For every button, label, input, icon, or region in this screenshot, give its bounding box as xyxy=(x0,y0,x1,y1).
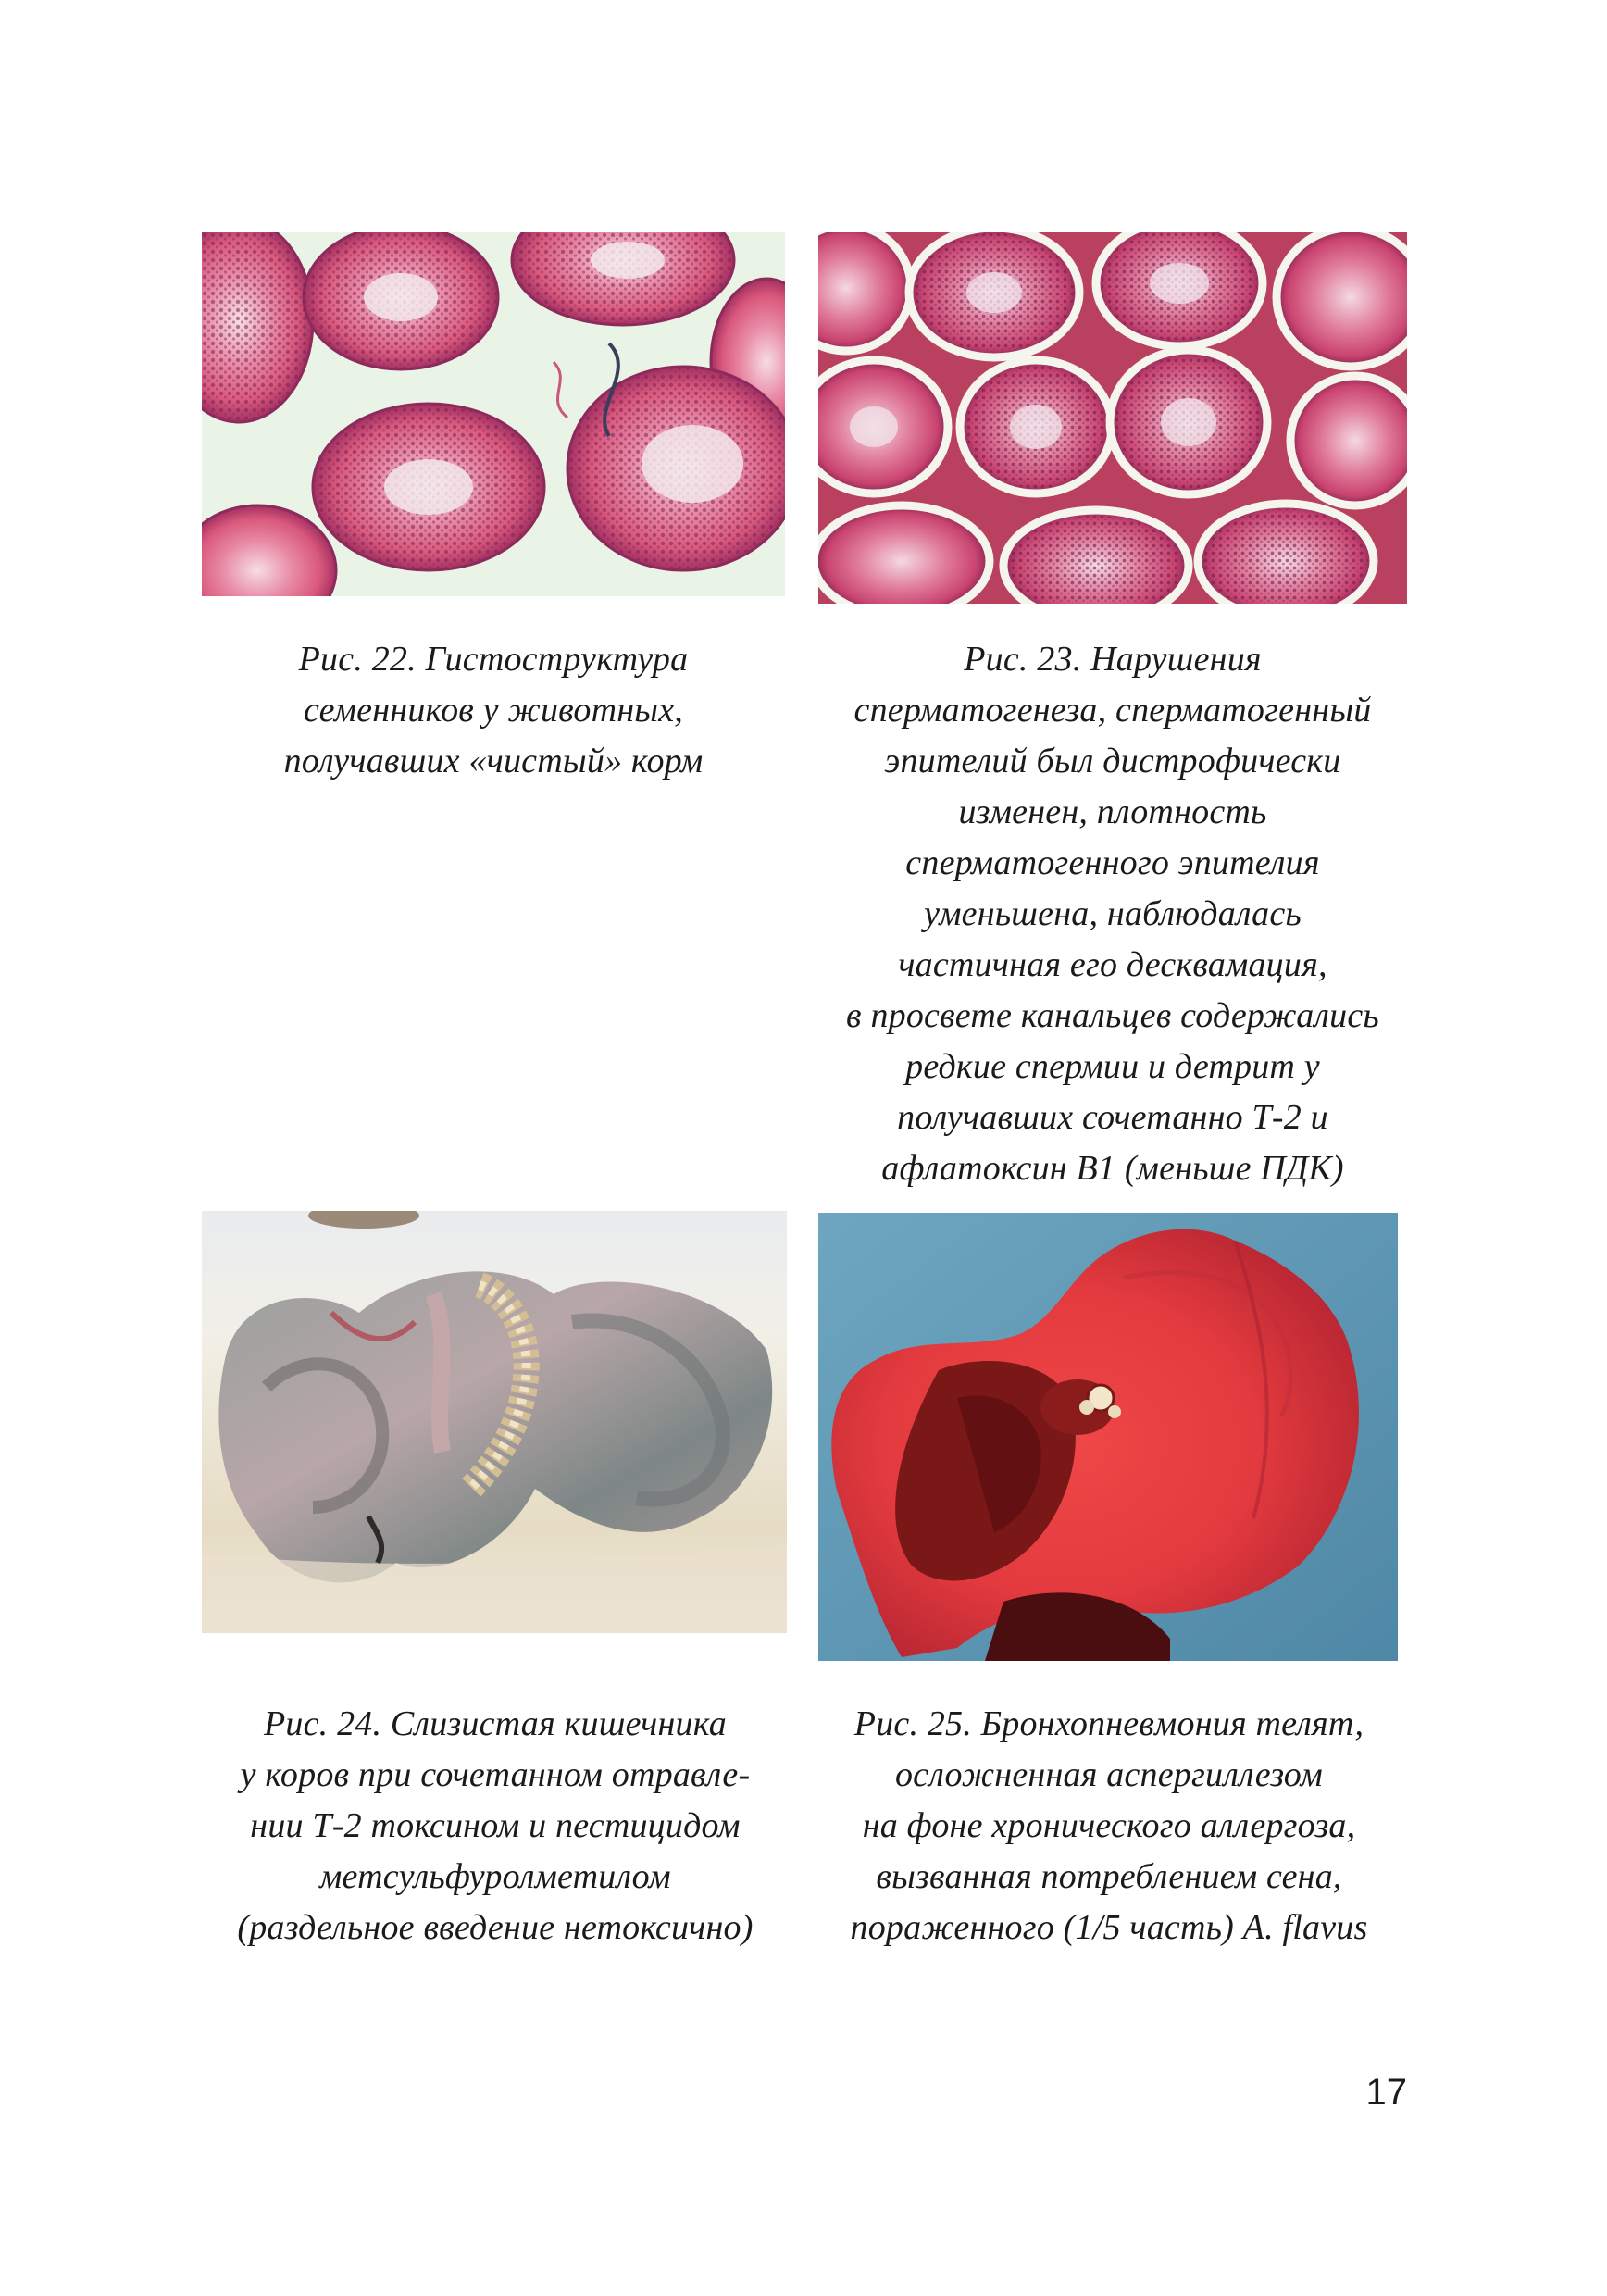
caption-line: в просвете канальцев содержались xyxy=(846,996,1379,1035)
figure-24-image xyxy=(202,1211,787,1633)
caption-line: изменен, плотность xyxy=(958,792,1267,831)
figure-22-caption xyxy=(202,634,785,787)
caption-line: (раздельное введение нетоксично) xyxy=(237,1908,754,1947)
figure-25-caption xyxy=(811,1699,1407,1953)
histology-photo-22 xyxy=(202,232,785,596)
caption-line: редкие спермии и детрит у xyxy=(905,1047,1320,1086)
caption-line: афлатоксин В1 (меньше ПДК) xyxy=(881,1149,1344,1188)
caption-line: Рис. 24. Слизистая кишечника xyxy=(264,1704,727,1743)
caption-line: нии Т-2 токсином и пестицидом xyxy=(250,1806,741,1845)
caption-line: семенников у животных, xyxy=(304,691,683,730)
figure-22-image xyxy=(202,232,785,596)
figure-25-image xyxy=(818,1213,1398,1661)
caption-line: метсульфуролметилом xyxy=(319,1857,671,1896)
caption-line: сперматогенного эпителия xyxy=(905,843,1320,882)
histology-photo-23 xyxy=(818,232,1407,604)
caption-line: на фоне хронического аллергоза, xyxy=(862,1806,1356,1845)
caption-line: Рис. 25. Бронхопневмония телят, xyxy=(853,1704,1364,1743)
caption-line: уменьшена, наблюдалась xyxy=(924,894,1302,933)
caption-line: эпителий был дистрофически xyxy=(884,742,1341,780)
caption-line: пораженного (1/5 часть) A. flavus xyxy=(850,1908,1368,1947)
lung-photo-25 xyxy=(818,1213,1398,1661)
caption-line: получавших «чистый» корм xyxy=(283,742,704,780)
caption-line: у коров при сочетанном отравле- xyxy=(240,1755,751,1794)
caption-line: сперматогенеза, сперматогенный xyxy=(853,691,1372,730)
caption-line: осложненная аспергиллезом xyxy=(894,1755,1324,1794)
intestine-photo-24 xyxy=(202,1211,787,1633)
caption-line: частичная его десквамация, xyxy=(898,945,1327,984)
figure-23-caption xyxy=(805,634,1420,1194)
figure-23-image xyxy=(818,232,1407,604)
figure-24-caption xyxy=(194,1699,796,1953)
caption-line: вызванная потреблением сена, xyxy=(876,1857,1342,1896)
caption-line: получавших сочетанно Т-2 и xyxy=(897,1098,1328,1137)
page-number: 17 xyxy=(1365,2072,1407,2113)
caption-line: Рис. 23. Нарушения xyxy=(964,640,1262,679)
caption-line: Рис. 22. Гистоструктура xyxy=(298,640,689,679)
